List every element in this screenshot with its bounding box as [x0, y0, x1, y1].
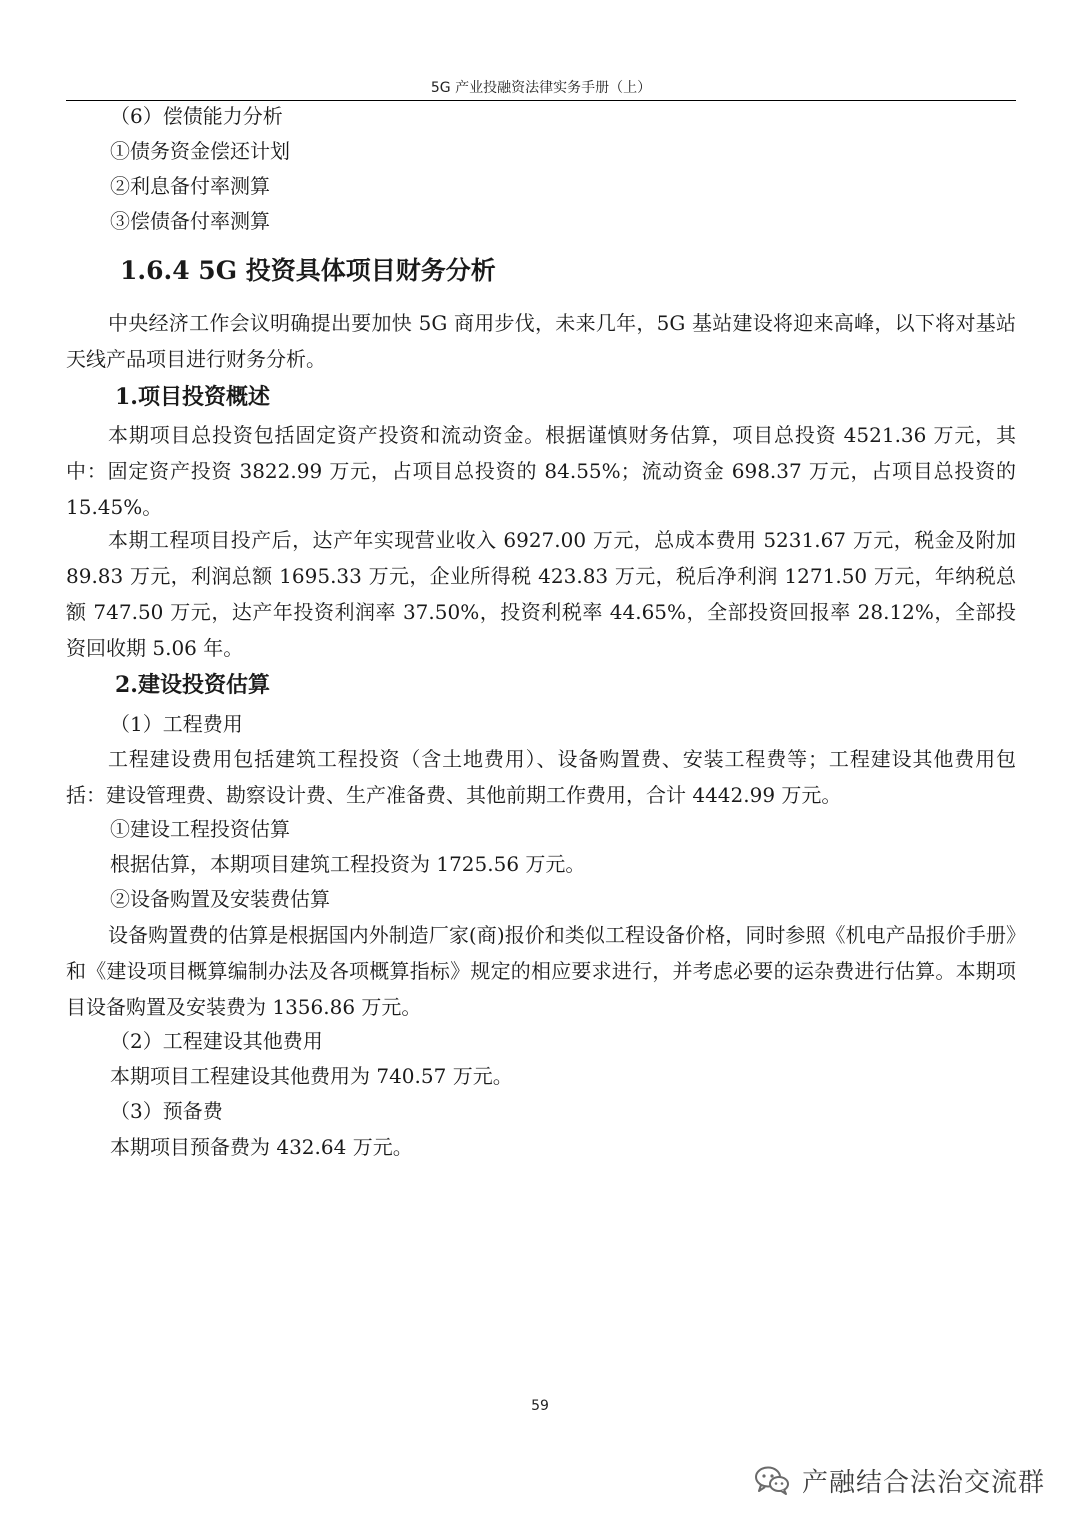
list-item-c1: （1）工程费用: [110, 712, 243, 736]
c1-sub1-paragraph: 根据估算，本期项目建筑工程投资为 1725.56 万元。: [110, 852, 586, 876]
list-item-6-1: ①债务资金偿还计划: [110, 139, 290, 163]
list-item-c3: （3）预备费: [110, 1099, 223, 1123]
wechat-icon: [752, 1460, 792, 1500]
c1-sub2-paragraph: 设备购置费的估算是根据国内外制造厂家(商)报价和类似工程设备价格，同时参照《机电产品报价手册》和《建设项目概算编制办法及各项概算指标》规定的相应要求进行，并考虑必要的运杂费进行估算。本期项目设备购置及安装费为 1356.86 万元。: [66, 923, 1016, 1019]
list-item-c2: （2）工程建设其他费用: [110, 1029, 323, 1053]
heading-overview: 1.项目投资概述: [115, 384, 270, 410]
intro-paragraph: 中央经济工作会议明确提出要加快 5G 商用步伐，未来几年，5G 基站建设将迎来高峰，以下将对基站天线产品项目进行财务分析。: [66, 311, 1016, 371]
list-item-6-2: ②利息备付率测算: [110, 174, 270, 198]
watermark: [752, 1460, 1062, 1500]
list-item-6: （6）偿债能力分析: [110, 104, 283, 128]
watermark-text: 产融结合法治交流群: [802, 1467, 1046, 1498]
heading-construction: 2.建设投资估算: [115, 672, 270, 698]
page-number: 59: [531, 1398, 549, 1414]
list-item-6-3: ③偿债备付率测算: [110, 209, 270, 233]
running-header: 5G 产业投融资法律实务手册（上）: [430, 80, 652, 96]
c3-paragraph: 本期项目预备费为 432.64 万元。: [110, 1135, 413, 1159]
c1-paragraph: 工程建设费用包括建筑工程投资（含土地费用）、设备购置费、安装工程费等；工程建设其他费用包括：建设管理费、勘察设计费、生产准备费、其他前期工作费用，合计 4442.99 万元。: [66, 747, 1016, 807]
c1-subheading-2: ②设备购置及安装费估算: [110, 887, 330, 911]
overview-paragraph-2: 本期工程项目投产后，达产年实现营业收入 6927.00 万元，总成本费用 5231.67 万元，税金及附加 89.83 万元，利润总额 1695.33 万元，企业所得税 423.83 万元，税后净利润 1271.50 万元，年纳税总额 747.50 万元，达产年投资利润率 37.50%，投资利税率 44.65%，全部投资回报率 28.12%，全部投资回收期 5.06 年。: [66, 528, 1016, 660]
overview-paragraph-1: 本期项目总投资包括固定资产投资和流动资金。根据谨慎财务估算，项目总投资 4521.36 万元，其中：固定资产投资 3822.99 万元，占项目总投资的 84.55%；流动资金 698.37 万元，占项目总投资的 15.45%。: [66, 423, 1016, 519]
c1-subheading-1: ①建设工程投资估算: [110, 817, 290, 841]
c2-paragraph: 本期项目工程建设其他费用为 740.57 万元。: [110, 1064, 513, 1088]
section-title: 1.6.4 5G 投资具体项目财务分析: [120, 256, 496, 285]
